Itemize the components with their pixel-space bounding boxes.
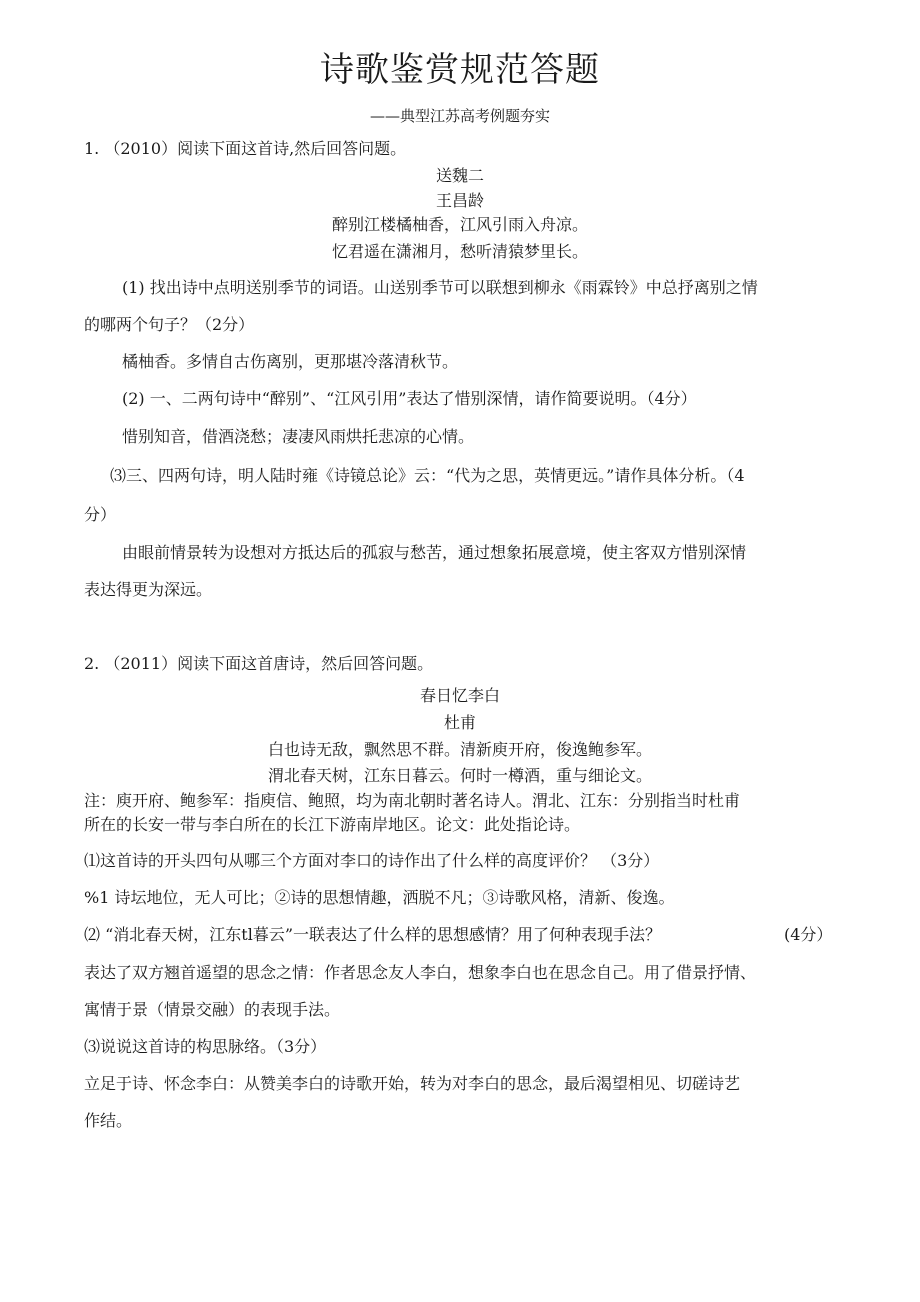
q1-sub3-answer: 由眼前情景转为设想对方抵达后的孤寂与愁苦，通过想象拓展意境，使主客双方惜别深情 bbox=[122, 543, 747, 562]
q2-sub1-question: ⑴这首诗的开头四句从哪三个方面对李口的诗作出了什么样的高度评价？ （3分） bbox=[84, 851, 660, 870]
q2-note: 注：庾开府、鲍参军：指庾信、鲍照，均为南北朝时著名诗人。渭北、江东：分别指当时杜甫 bbox=[84, 791, 741, 810]
q2-sub1-answer: %1 诗坛地位，无人可比；②诗的思想情趣，洒脱不凡；③诗歌风格，清新、俊逸。 bbox=[84, 888, 675, 907]
q1-sub3-question: ⑶三、四两句诗，明人陆时雍《诗镜总论》云：“代为之思，英情更远。”请作具体分析。（4 bbox=[110, 466, 745, 485]
q2-sub3-question: ⑶说说这首诗的构思脉络。（3分） bbox=[84, 1037, 327, 1056]
q1-poem-line: 忆君遥在潇湘月，愁听清猿梦里长。 bbox=[331, 242, 588, 261]
q2-note-cont: 所在的长安一带与李白所在的长江下游南岸地区。论文：此处指论诗。 bbox=[84, 815, 581, 834]
q1-sub1-answer: 橘柚香。多情自古伤离别，更那堪冷落清秋节。 bbox=[122, 352, 459, 371]
page-title: 诗歌鉴赏规范答题 bbox=[320, 50, 600, 90]
q1-poem-line: 醉别江楼橘柚香，江风引雨入舟凉。 bbox=[331, 215, 588, 234]
q2-poem-line: 白也诗无敌，飘然思不群。清新庾开府，俊逸鲍参军。 bbox=[267, 740, 652, 759]
q1-poem-title: 送魏二 bbox=[435, 166, 484, 185]
q2-sub2-points: (4分） bbox=[784, 925, 833, 944]
q1-sub1-question: (1) 找出诗中点明送别季节的词语。山送别季节可以联想到柳永《雨霖铃》中总抒离别之情 bbox=[122, 278, 758, 297]
q2-sub3-answer-cont: 作结。 bbox=[84, 1111, 133, 1130]
q2-sub2-question: ⑵ “消北春天树，江东tl暮云”一联表达了什么样的思想感情？用了何种表现手法？ bbox=[84, 925, 661, 944]
q2-sub2-answer-cont: 寓情于景（情景交融）的表现手法。 bbox=[84, 1000, 341, 1019]
q1-heading: 1. （2010）阅读下面这首诗,然后回答问题。 bbox=[84, 139, 407, 158]
q2-sub3-answer: 立足于诗、怀念李白：从赞美李白的诗歌开始，转为对李白的思念，最后渴望相见、切磋诗艺 bbox=[84, 1074, 741, 1093]
page-subtitle: ——典型江苏高考例题夯实 bbox=[369, 107, 550, 125]
q1-sub1-question-cont: 的哪两个句子？（2分） bbox=[84, 315, 255, 334]
q2-poem-title: 春日忆李白 bbox=[419, 686, 500, 705]
q2-poem-line: 渭北春天树，江东日暮云。何时一樽酒，重与细论文。 bbox=[267, 766, 652, 785]
q2-heading: 2. （2011）阅读下面这首唐诗，然后回答问题。 bbox=[84, 654, 434, 673]
q1-sub2-answer: 惜别知音，借酒浇愁；凄凄风雨烘托悲凉的心情。 bbox=[122, 427, 475, 446]
q2-poem-author: 杜甫 bbox=[443, 713, 476, 732]
q1-sub3-question-cont: 分） bbox=[84, 505, 117, 524]
q1-sub3-answer-cont: 表达得更为深远。 bbox=[84, 580, 213, 599]
q1-poem-author: 王昌龄 bbox=[435, 191, 484, 210]
q1-sub2-question: (2) 一、二两句诗中“醉别”、“江风引用”表达了惜别深情，请作简要说明。（4分） bbox=[122, 389, 697, 408]
q2-sub2-answer: 表达了双方翘首遥望的思念之情：作者思念友人李白，想象李白也在思念自己。用了借景抒情、 bbox=[84, 963, 757, 982]
